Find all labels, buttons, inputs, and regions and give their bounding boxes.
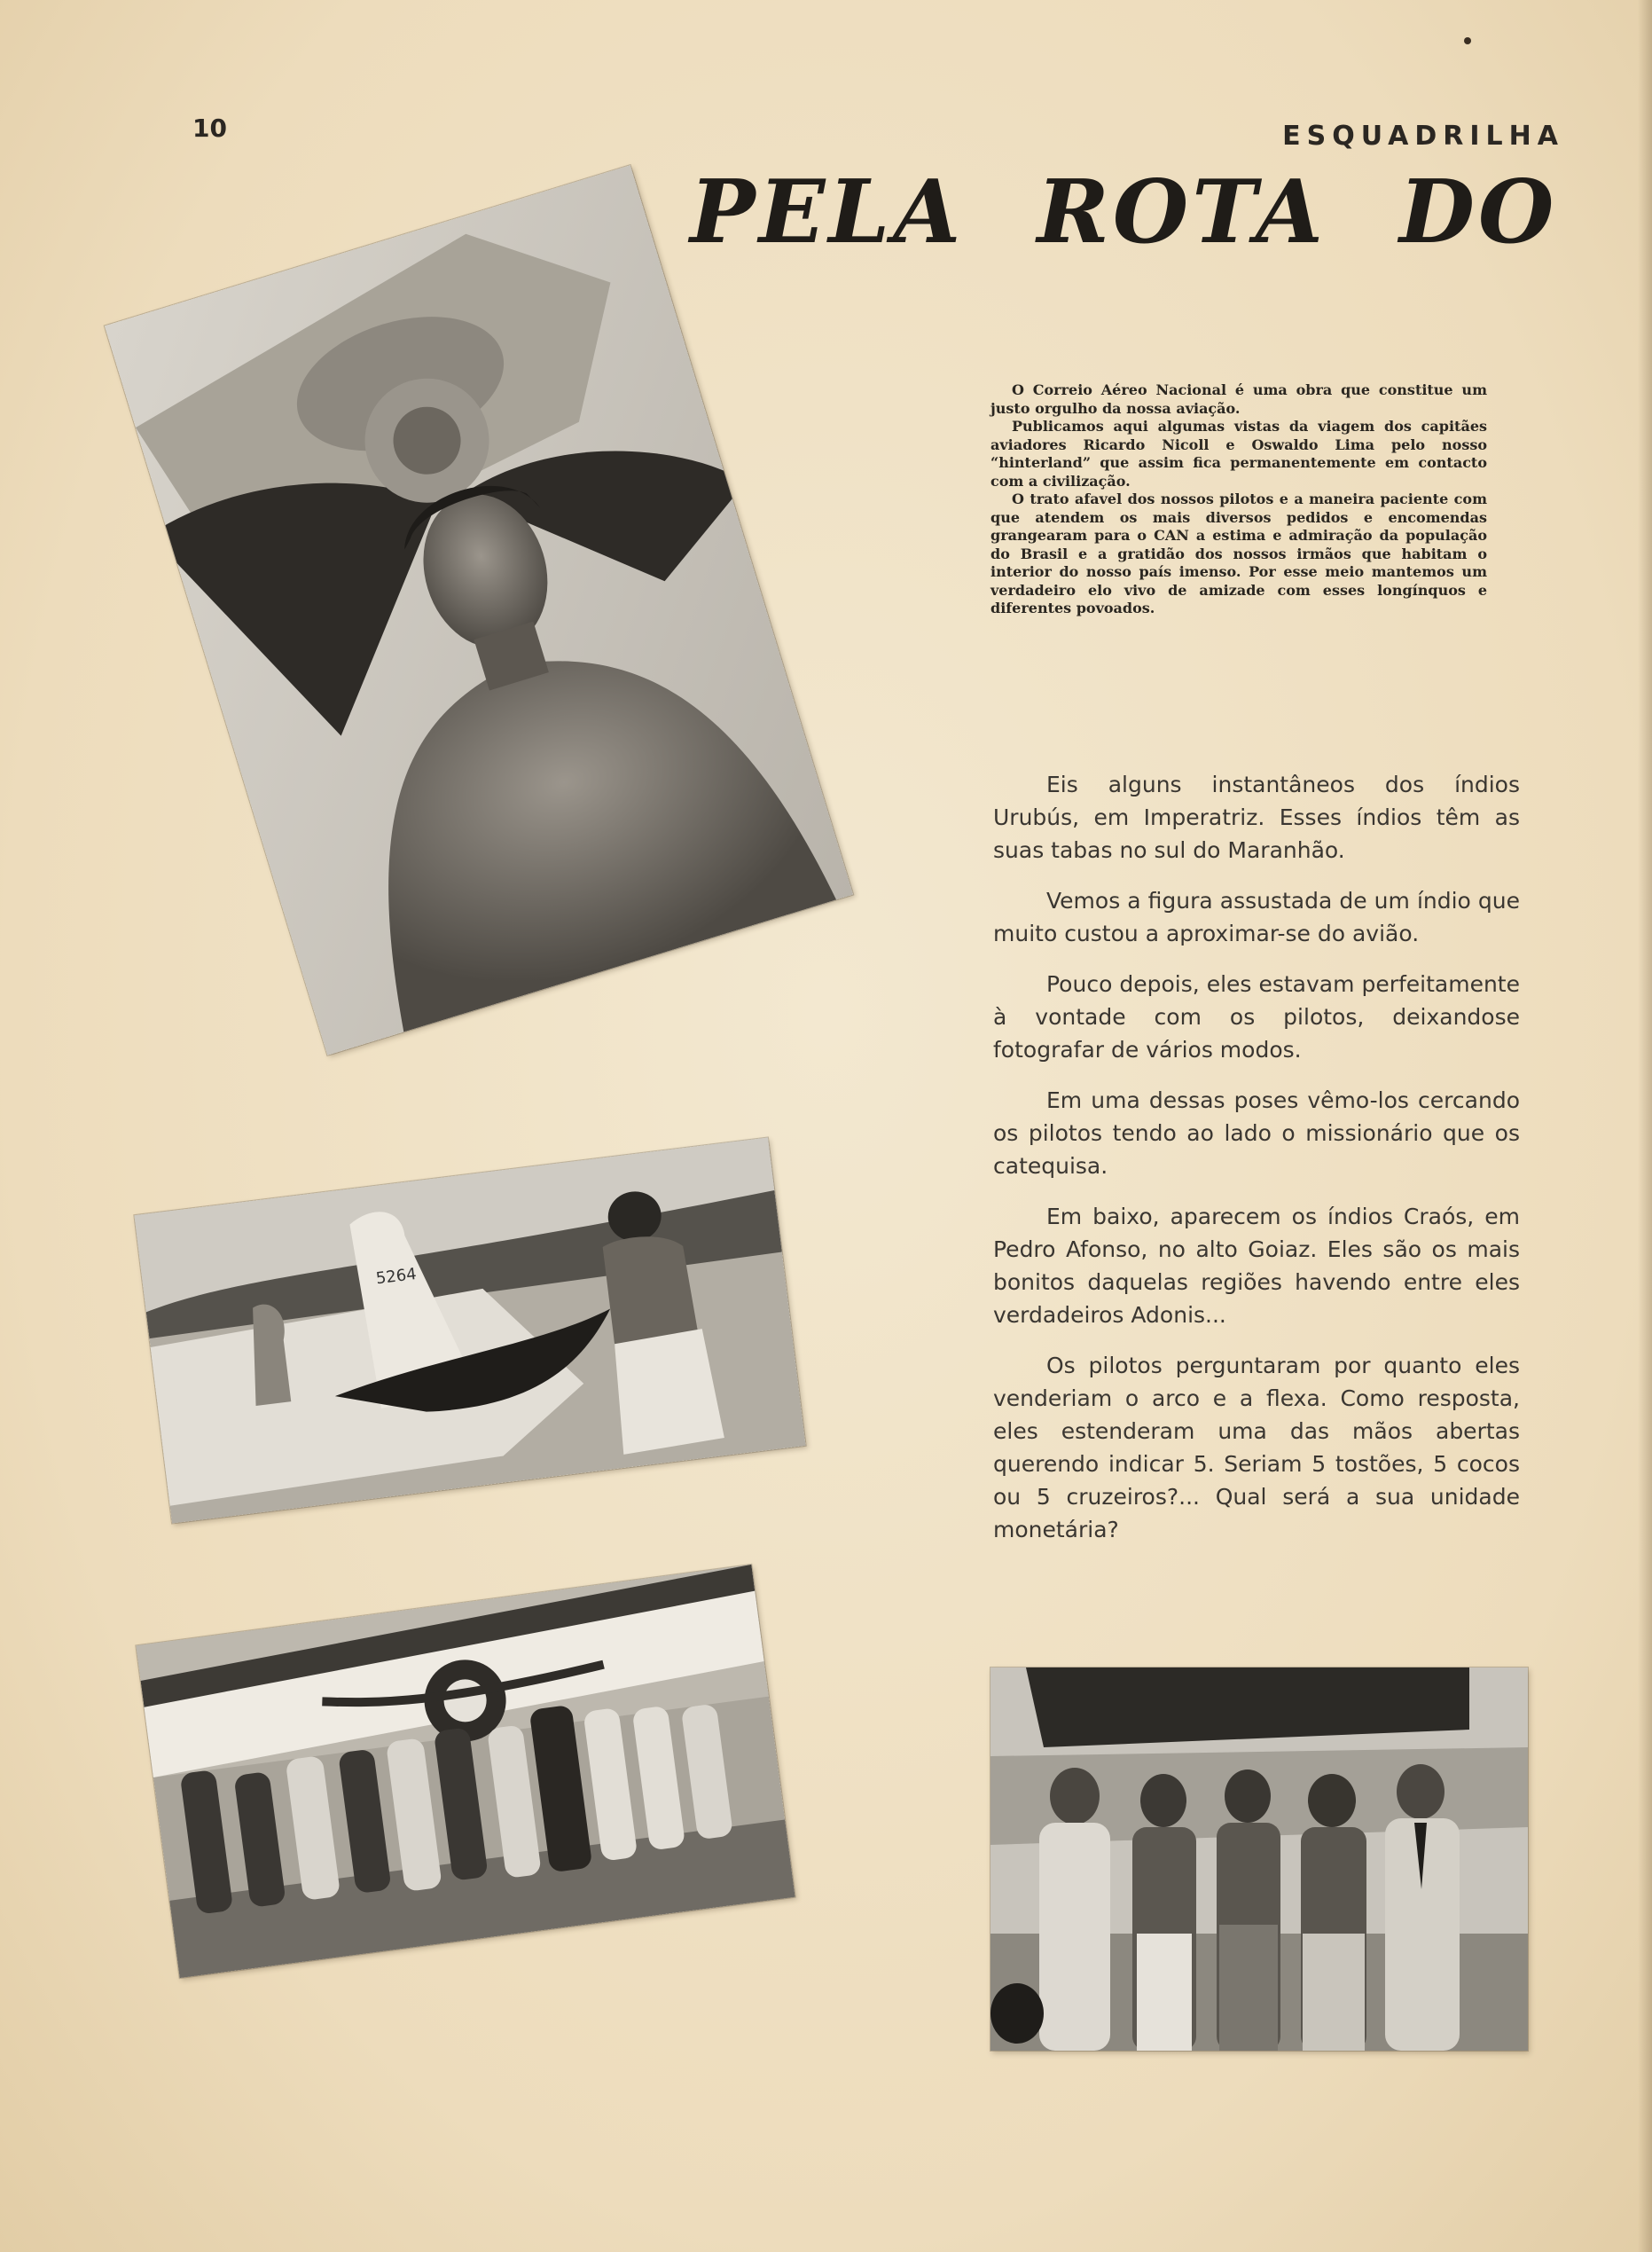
page-number: 10 [192, 114, 227, 143]
intro-paragraph: O Correio Aéreo Nacional é uma obra que constitue um justo orgulho da nossa aviação. [990, 381, 1487, 417]
article-body [993, 768, 1520, 1564]
intro-paragraph: O trato afavel dos nossos pilotos e a maneira paciente com que atendem os mais diversos pedidos e encomendas grangearam para o CAN a estima e admiração da população do Brasil e a gratidão dos nossos irmãos que habitam o interior do nosso país imenso. Por esse meio mantemos um verdadeiro elo vivo de amizade com esses longínquos e diferentes povoados. [990, 490, 1487, 616]
body-paragraph: Eis alguns instantâneos dos índios Urubús, em Imperatriz. Esses índios têm as suas tabas no sul do Maranhão. [993, 772, 1520, 863]
intro-paragraph: Publicamos aqui algumas vistas da viagem dos capitães aviadores Ricardo Nicoll e Oswaldo Lima pelo nosso “hinterland” que assim fica permanentemente em contacto com a civilização. [990, 418, 1487, 490]
body-paragraph: Os pilotos perguntaram por quanto eles venderiam o arco e a flexa. Como resposta, eles estenderam uma das mãos abertas querendo indicar 5. Seriam 5 tostões, 5 cocos ou 5 cruzeiros?... Qual será a sua unidade monetária? [993, 1353, 1520, 1542]
page-edge-shadow [1638, 0, 1652, 2252]
publication-name: ESQUADRILHA [1282, 121, 1564, 152]
article-intro [990, 381, 1487, 618]
print-speck [1464, 37, 1471, 44]
body-paragraph: Pouco depois, eles estavam perfeitamente à vontade com os pilotos, deixandose fotografar de vários modos. [993, 971, 1520, 1063]
photo-craos-with-pilots [990, 1667, 1528, 2051]
photo-4-image [990, 1667, 1528, 2051]
tail-number: 5264 [374, 1264, 418, 1289]
body-paragraph: Em baixo, aparecem os índios Craós, em Pedro Afonso, no alto Goiaz. Eles são os mais bonitos daquelas regiões havendo entre eles verdadeiros Adonis... [993, 1204, 1520, 1328]
body-paragraph: Vemos a figura assustada de um índio que muito custou a aproximar-se do avião. [993, 888, 1520, 946]
article-title: PELA ROTA DO [690, 161, 1558, 263]
body-paragraph: Em uma dessas poses vêmo-los cercando os pilotos tendo ao lado o missionário que os catequisa. [993, 1087, 1520, 1179]
